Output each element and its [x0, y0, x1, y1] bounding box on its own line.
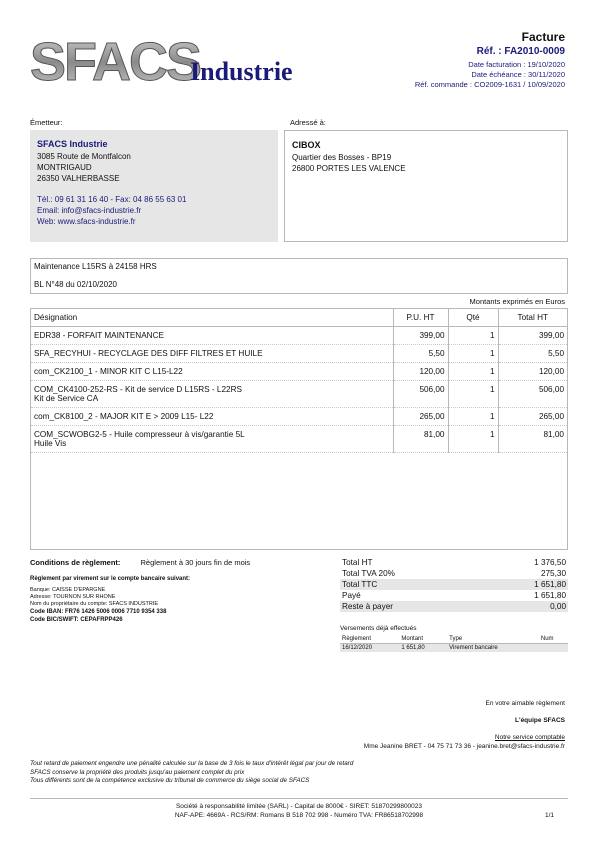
row-pu: 265,00: [393, 408, 448, 426]
emitter-addr3: 26350 VALHERBASSE: [37, 174, 120, 183]
ref-commande: Réf. commande : CO2009-1631 / 10/09/2020: [414, 80, 565, 89]
payments-title: Versements déjà effectués: [340, 625, 417, 632]
invoice-header: [415, 30, 565, 89]
note-line1: Maintenance L15RS à 24158 HRS: [34, 262, 157, 271]
accounting-contact[interactable]: Mme Jeanine BRET - 04 75 71 73 36 - jeanine.bret@sfacs-industrie.fr: [363, 743, 565, 750]
account-owner: Nom du propriétaire du compte: SFACS INDUSTRIE: [30, 601, 159, 607]
row-designation: EDR38 - FORFAIT MAINTENANCE: [31, 327, 393, 345]
recipient-addr1: Quartier des Bosses - BP19: [292, 153, 392, 162]
recipient-name: CIBOX: [292, 140, 321, 150]
table-row: [31, 381, 567, 408]
emitter-name: SFACS Industrie: [37, 139, 108, 149]
total-ttc-row: Total TTC 1 651,80: [342, 580, 566, 589]
payment-row: 16/12/2020 1 651,80 Virement bancaire: [340, 644, 568, 653]
company-logo: [30, 32, 320, 90]
footer-line2: NAF-APE: 4669A - RCS/RM: Romans B 518 702 998 - Numéro TVA: FR86518702998: [174, 812, 424, 819]
signature-block: [364, 700, 565, 750]
virement-title: Règlement par virement sur le compte bancaire suivant:: [30, 576, 191, 582]
row-designation: com_CK2100_1 - MINOR KIT C L15-L22: [31, 363, 393, 381]
recipient-addr2: 26800 PORTES LES VALENCE: [292, 164, 406, 173]
note-line2: BL N°48 du 02/10/2020: [34, 280, 117, 289]
invoice-ref: Réf. : FA2010-0009: [476, 46, 565, 57]
emitter-addr1: 3085 Route de Montfalcon: [37, 152, 131, 161]
recipient-box: [284, 130, 568, 242]
row-designation: SFA_RECYHUI - RECYCLAGE DES DIFF FILTRES ET HUILE: [31, 345, 393, 363]
greeting: En votre aimable règlement: [485, 700, 565, 707]
row-total: 265,00: [498, 408, 567, 426]
legal-line3: Tous différents sont de la compétence exclusive du tribunal de commerce du siège social de SFACS: [30, 777, 310, 784]
paid-row: Payé 1 651,80: [342, 591, 566, 600]
legal-line1: Tout retard de paiement engendre une pénalité calculée sur la base de 3 fois le taux d'intérêt légal par jour de retard: [30, 760, 354, 767]
row-total: 81,00: [498, 426, 567, 453]
remaining-row: Reste à payer 0,00: [342, 602, 566, 611]
row-total: 5,50: [498, 345, 567, 363]
row-total: 506,00: [498, 381, 567, 408]
table-row: [31, 408, 567, 426]
payment-conditions: [30, 558, 330, 624]
invoice-lines: [30, 308, 568, 550]
row-pu: 5,50: [393, 345, 448, 363]
row-qty: 1: [448, 345, 498, 363]
accounting-service: Notre service comptable: [494, 734, 565, 741]
footer-line1: Société à responsabilité limitée (SARL) - Capital de 8000€ - SIRET: 51870299800023: [175, 803, 423, 810]
bank-name: Banque: CAISSE D'EPARGNE: [30, 587, 106, 593]
note-box: [30, 258, 568, 294]
date-facturation: Date facturation : 19/10/2020: [468, 60, 565, 69]
row-designation: com_CK8100_2 - MAJOR KIT E > 2009 L15- L22: [31, 408, 393, 426]
row-pu: 506,00: [393, 381, 448, 408]
row-designation: COM_SCWOBG2-5 - Huile compresseur à vis/garantie 5L Huile Vis: [31, 426, 393, 453]
row-qty: 1: [448, 426, 498, 453]
payments-header-row: Règlement Montant Type Num: [340, 635, 568, 644]
legal-mentions: [30, 760, 353, 786]
total-tva-row: Total TVA 20% 275,30: [342, 569, 566, 578]
row-pu: 399,00: [393, 327, 448, 345]
col-pu: P.U. HT: [393, 309, 448, 327]
payments-made: [340, 625, 568, 652]
conditions-value: Règlement à 30 jours fin de mois: [140, 558, 251, 567]
iban: Code IBAN: FR76 1426 5006 0006 7710 9354 338: [30, 609, 167, 615]
legal-line2: SFACS conserve la propriété des produits jusqu'au paiement complet du prix: [30, 768, 245, 776]
row-qty: 1: [448, 327, 498, 345]
bic: Code BIC/SWIFT: CEPAFRPP426: [30, 617, 123, 623]
doc-type: Facture: [521, 30, 565, 44]
table-row: [31, 327, 567, 345]
row-qty: 1: [448, 381, 498, 408]
col-designation: Désignation: [31, 309, 393, 327]
logo-industrie-text: Industrie: [190, 57, 293, 86]
date-echeance: Date échéance : 30/11/2020: [471, 70, 565, 79]
recipient-label: Adressé à:: [290, 118, 326, 127]
emitter-web[interactable]: Web: www.sfacs-industrie.fr: [37, 217, 136, 226]
emitter-tel: Tél.: 09 61 31 16 40 - Fax: 04 86 55 63 01: [37, 195, 187, 204]
table-row: [31, 363, 567, 381]
totals-block: [340, 557, 568, 612]
total-ht-row: Total HT 1 376,50: [342, 558, 566, 567]
row-pu: 120,00: [393, 363, 448, 381]
sfacs-logo-image: [30, 32, 320, 90]
row-designation: COM_CK4100-252-RS - Kit de service D L15RS - L22RS Kit de Service CA: [31, 381, 393, 408]
emitter-addr2: MONTRIGAUD: [37, 163, 92, 172]
emitter-box: [30, 130, 278, 242]
col-total: Total HT: [498, 309, 567, 327]
table-header-row: [31, 309, 567, 327]
conditions-label: Conditions de règlement:: [30, 558, 121, 567]
row-total: 399,00: [498, 327, 567, 345]
bank-address: Adresse: TOURNON SUR RHONE: [30, 594, 116, 600]
table-row: [31, 345, 567, 363]
col-qty: Qté: [448, 309, 498, 327]
currency-note: Montants exprimés en Euros: [469, 297, 565, 306]
emitter-label: Émetteur:: [30, 118, 63, 127]
page-number: 1/1: [544, 812, 554, 819]
row-pu: 81,00: [393, 426, 448, 453]
row-total: 120,00: [498, 363, 567, 381]
row-qty: 1: [448, 408, 498, 426]
logo-sfacs-text: SFACS: [30, 32, 201, 90]
row-qty: 1: [448, 363, 498, 381]
page-footer: [30, 798, 568, 820]
emitter-email[interactable]: Email: info@sfacs-industrie.fr: [37, 206, 142, 215]
team-name: L'équipe SFACS: [515, 717, 565, 724]
table-row: [31, 426, 567, 453]
